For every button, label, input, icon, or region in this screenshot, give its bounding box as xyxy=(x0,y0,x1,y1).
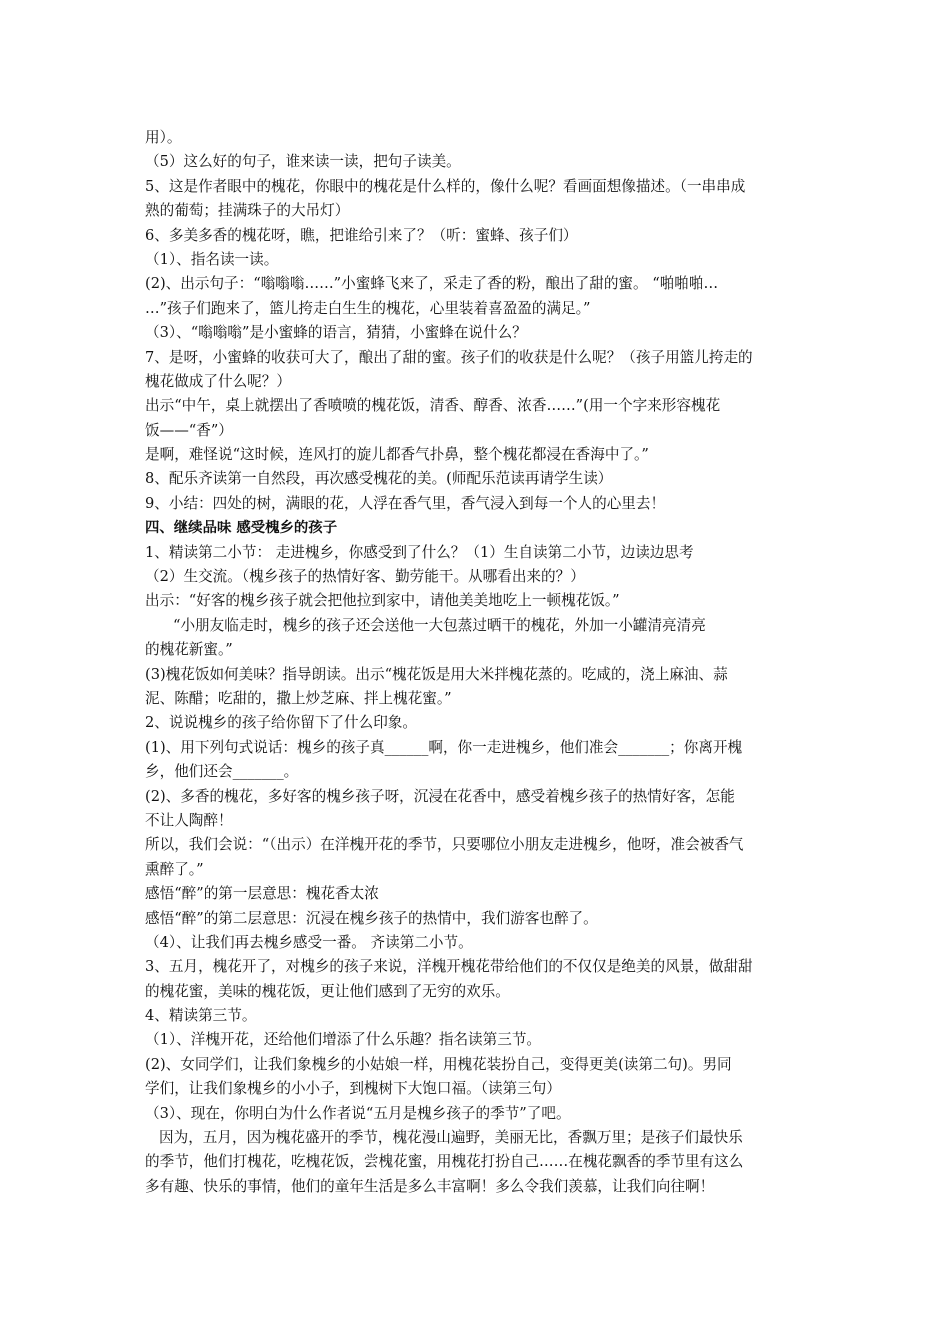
text-line: 9、小结：四处的树，满眼的花，人浮在香气里，香气浸入到每一个人的心里去！ xyxy=(145,494,666,512)
text-line: 多有趣、快乐的事情，他们的童年生活是多么丰富啊！多么令我们羡慕，让我们向往啊！ xyxy=(145,1177,715,1195)
text-line: 7、是呀，小蜜蜂的收获可大了，酿出了甜的蜜。孩子们的收获是什么呢？（孩子用篮儿挎走的 xyxy=(145,348,753,366)
text-line: 所以，我们会说：“（出示）在洋槐开花的季节，只要哪位小朋友走进槐乡，他呀，准会被香气 xyxy=(145,836,744,854)
text-line: 乡，他们还会_______。 xyxy=(145,763,299,781)
text-line: 是啊，难怪说“这时候，连风打的旋儿都香气扑鼻，整个槐花都浸在香海中了。” xyxy=(145,446,649,464)
text-line: “小朋友临走时，槐乡的孩子还会送他一大包蒸过晒干的槐花，外加一小罐清亮清亮 xyxy=(173,616,706,634)
text-line: 感悟“醉”的第一层意思：槐花香太浓 xyxy=(145,885,379,903)
text-line: （2）生交流。（槐乡孩子的热情好客、勤劳能干。从哪看出来的？） xyxy=(145,568,585,586)
text-line: 1、精读第二小节： 走进槐乡，你感受到了什么？（1）生自读第二小节，边读边思考 xyxy=(145,543,694,561)
text-line: （1）、洋槐开花，还给他们增添了什么乐趣？指名读第三节。 xyxy=(145,1031,542,1049)
text-line: 感悟“醉”的第二层意思：沉浸在槐乡孩子的热情中，我们游客也醉了。 xyxy=(145,909,598,927)
text-line: 不让人陶醉！ xyxy=(145,811,233,829)
text-line: 3、五月，槐花开了，对槐乡的孩子来说，洋槐开槐花带给他们的不仅仅是绝美的风景，做甜甜 xyxy=(145,958,753,976)
text-line: （1）、指名读一读。 xyxy=(145,250,279,268)
text-line: （4）、让我们再去槐乡感受一番。 齐读第二小节。 xyxy=(145,933,473,951)
text-line: （3）、“嗡嗡嗡”是小蜜蜂的语言，猜猜，小蜜蜂在说什么？ xyxy=(145,324,527,342)
text-line: (3)槐花饭如何美味？指导朗读。出示“槐花饭是用大米拌槐花蒸的。吃咸的，浇上麻油、蒜 xyxy=(145,665,728,683)
text-line: 的季节，他们打槐花，吃槐花饭，尝槐花蜜，用槐花打扮自己……在槐花飘香的季节里有这么 xyxy=(145,1153,744,1171)
section-heading: 四、继续品味 感受槐乡的孩子 xyxy=(145,520,338,537)
text-line: 熏醉了。” xyxy=(145,860,204,878)
text-line: 泥、陈醋；吃甜的，撒上炒芝麻、拌上槐花蜜。” xyxy=(145,689,452,707)
text-line: （3）、现在，你明白为什么作者说“五月是槐乡孩子的季节”了吧。 xyxy=(145,1104,571,1122)
text-line: 8、配乐齐读第一自然段，再次感受槐花的美。(师配乐范读再请学生读） xyxy=(145,470,613,488)
text-line: 的槐花蜜，美味的槐花饭，更让他们感到了无穷的欢乐。 xyxy=(145,982,510,1000)
text-line: 槐花做成了什么呢？） xyxy=(145,372,291,390)
text-line: （5）这么好的句子，谁来读一读，把句子读美。 xyxy=(145,153,461,171)
text-line: 熟的葡萄；挂满珠子的大吊灯） xyxy=(145,202,350,220)
text-line: (2)、女同学们，让我们象槐乡的小姑娘一样，用槐花装扮自己，变得更美(读第二句)。男同 xyxy=(145,1055,732,1073)
text-line: 出示：“好客的槐乡孩子就会把他拉到家中，请他美美地吃上一顿槐花饭。” xyxy=(145,592,620,610)
text-line: 出示“中午，桌上就摆出了香喷喷的槐花饭，清香、醇香、浓香……”(用一个字来形容槐花 xyxy=(145,397,721,415)
text-line: (2)、多香的槐花，多好客的槐乡孩子呀，沉浸在花香中，感受着槐乡孩子的热情好客，怎能 xyxy=(145,787,735,805)
text-line: 饭——“香”） xyxy=(145,421,233,439)
text-line: 学们，让我们象槐乡的小小子，到槐树下大饱口福。（读第三句） xyxy=(145,1080,561,1098)
text-line: 6、多美多香的槐花呀，瞧，把谁给引来了？（听：蜜蜂、孩子们） xyxy=(145,226,578,244)
text-line: 2、说说槐乡的孩子给你留下了什么印象。 xyxy=(145,714,417,732)
text-line: …”孩子们跑来了，篮儿挎走白生生的槐花，心里装着喜盈盈的满足。” xyxy=(145,299,591,317)
text-line: 4、精读第三节。 xyxy=(145,1007,257,1025)
text-line: 用）。 xyxy=(145,129,182,146)
text-line: (2)、出示句子：“嗡嗡嗡……”小蜜蜂飞来了，采走了香的粉，酿出了甜的蜜。 “啪啪啪… xyxy=(145,275,719,293)
text-line: 的槐花新蜜。” xyxy=(145,641,233,659)
text-line: 5、这是作者眼中的槐花，你眼中的槐花是什么样的，像什么呢？看画面想像描述。（一串串成 xyxy=(145,177,746,195)
text-line: (1)、用下列句式说话：槐乡的孩子真______啊，你一走进槐乡，他们准会_______；你离开槐 xyxy=(145,738,743,756)
text-line: 因为，五月，因为槐花盛开的季节，槐花漫山遍野，美丽无比，香飘万里；是孩子们最快乐 xyxy=(159,1129,743,1147)
document-page xyxy=(145,126,810,1199)
